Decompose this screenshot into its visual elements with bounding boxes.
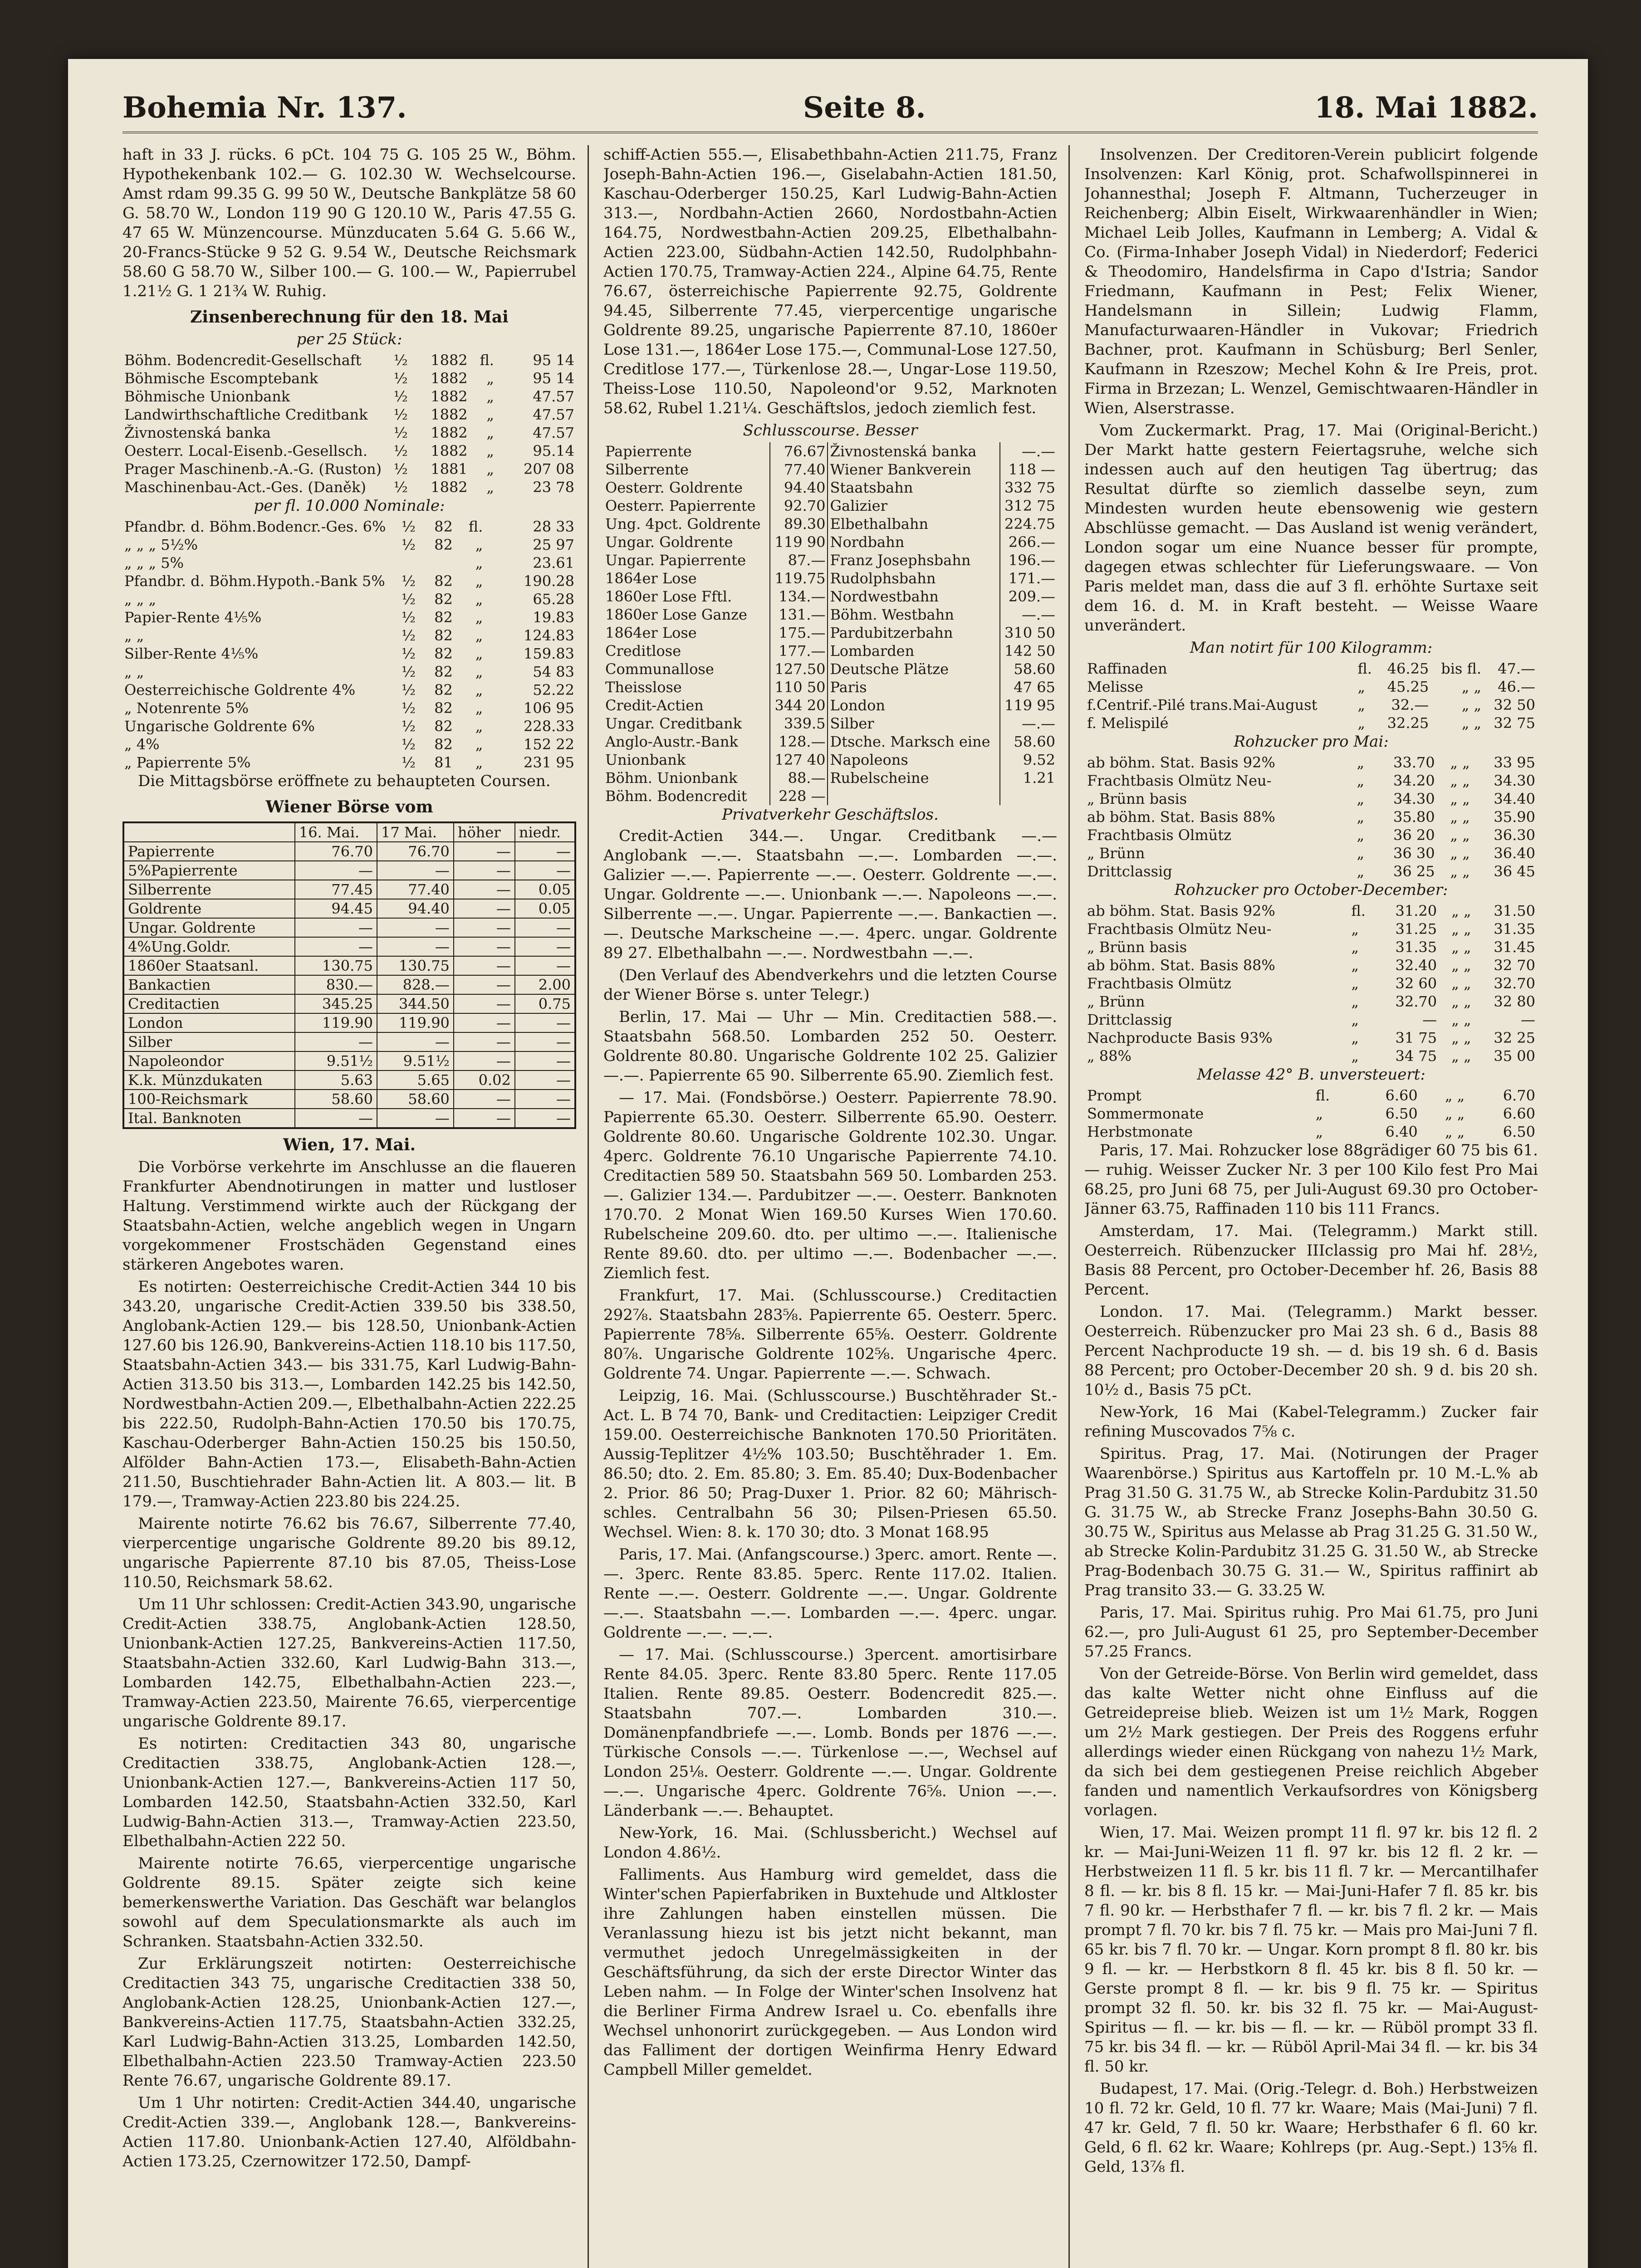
zucker-row: ab böhm. Stat. Basis 88% „ 32.40 „ „ 32 70 bbox=[1087, 957, 1535, 974]
col2-article bbox=[603, 826, 1057, 2080]
zins-row: „ Notenrente 5% ½ 82 „ 106 95 bbox=[124, 699, 574, 717]
zucker-row: Frachtbasis Olmütz „ 36 20 „ „ 36.30 bbox=[1087, 826, 1535, 844]
zins-subtitle: per 25 Stück: bbox=[296, 330, 402, 348]
wb-row: 5%Papierrente — — — — bbox=[123, 861, 575, 880]
zucker-table-d bbox=[1084, 1086, 1538, 1141]
zins-row: Böhmische Unionbank ½ 1882 „ 47.57 bbox=[124, 388, 574, 405]
wb-column-header bbox=[123, 822, 295, 842]
schlusscourse-row: Oesterr. Papierrente 92.70 Galizier 312 75 bbox=[603, 497, 1057, 515]
zins-row: Papier-Rente 4⅕% ½ 82 „ 19.83 bbox=[124, 609, 574, 626]
zucker-row: f.Centrif.-Pilé trans.Mai-August „ 32.— „ „ 32 50 bbox=[1087, 696, 1535, 714]
col3-paragraph: Budapest, 17. Mai. (Orig.-Telegr. d. Boh.) Herbstweizen 10 fl. 72 kr. Geld, 10 fl. 77 kr. Waare; Mais (Mai-Juni) 7 fl. 47 kr. Geld, 7 fl. 50 kr. Waare; Herbsthafer 6 fl. 60 kr. Geld, 6 fl. 62 kr. Waare; Kohlreps (pr. Aug.-Sept.) 13⅝ fl. Geld, 13⅞ fl. bbox=[1084, 2080, 1538, 2176]
schlusscourse-row: Silberrente 77.40 Wiener Bankverein 118 — bbox=[603, 460, 1057, 479]
schlusscourse-row: Böhm. Unionbank 88.— Rubelscheine 1.21 bbox=[603, 769, 1057, 787]
wiener-boerse-title: Wiener Börse vom bbox=[265, 797, 433, 816]
zucker-row: Drittclassig „ 36 25 „ „ 36 45 bbox=[1087, 863, 1535, 880]
schlusscourse-row: Ung. 4pct. Goldrente 89.30 Elbethalbahn 224.75 bbox=[603, 515, 1057, 533]
zins-subtitle: per fl. 10.000 Nominale: bbox=[254, 497, 445, 515]
zucker-row: ab böhm. Stat. Basis 92% „ 33.70 „ „ 33 95 bbox=[1087, 754, 1535, 771]
col2-paragraph: — 17. Mai. (Fondsbörse.) Oesterr. Papierrente 78.90. Papierrente 65.30. Oesterr. Silberrente 65.90. Oesterr. Goldrente 80.60. Ungarische Goldrente 102.30. Ungar. 4perc. Goldrente 76.10 Ungarische Papierrente 74.10. Creditactien 589 50. Staatsbahn 569 50. Lombarden 253.—. Galizier 134.—. Pardubitzer —.—. Oesterr. Banknoten 170.70. 2 Monat Wien 169.50 Kurses Wien 170.60. Rubelscheine 209.60. dto. per ultimo —.—. Italienische Rente 89.60. dto. per ultimo —.—. Bodenbacher —.—. Ziemlich fest. bbox=[603, 1089, 1057, 1282]
schlusscourse-row: Papierrente 76.67 Živnostenská banka —.— bbox=[603, 442, 1057, 460]
zins-row: Oesterreichische Goldrente 4% ½ 82 „ 52.22 bbox=[124, 681, 574, 699]
column-2 bbox=[603, 145, 1057, 2268]
page-header bbox=[122, 82, 1538, 133]
privatverkehr-title: Privatverkehr Geschäftslos. bbox=[722, 806, 939, 824]
wb-row: Creditactien 345.25 344.50 — 0.75 bbox=[123, 994, 575, 1013]
wb-row: Napoleondor 9.51½ 9.51½ — — bbox=[123, 1051, 575, 1070]
col2-paragraph: Frankfurt, 17. Mai. (Schlusscourse.) Creditactien 292⅞. Staatsbahn 283⅝. Papierrente 65. Oesterr. 5perc. Papierrente 78⅝. Silberrente 65⅝. Oesterr. Goldrente 80⅞. Ungarische Goldrente 102⅝. Ungarische 4perc. Goldrente 74. Ungar. Papierrente —.—. Schwach. bbox=[603, 1286, 1057, 1383]
col2-paragraph: Credit-Actien 344.—. Ungar. Creditbank —.— Anglobank —.—. Staatsbahn —.—. Lombarden —.—. Galizier —.—. Papierrente —.—. Oesterr. Goldrente —.—. Ungar. Goldrente —.—. Unionbank —.—. Napoleons —.—. Silberrente —.—. Ungar. Papierrente —.—. Bankactien —.—. Deutsche Markscheine —.—. 4perc. ungar. Goldrente 89 27. Elbethalbahn —.—. Nordwestbahn —.—. bbox=[603, 827, 1057, 962]
wb-row: 100-Reichsmark 58.60 58.60 — — bbox=[123, 1090, 575, 1109]
wb-row: 1860er Staatsanl. 130.75 130.75 — — bbox=[123, 956, 575, 975]
schlusscourse-row: Anglo-Austr.-Bank 128.— Dtsche. Marksch eine 58.60 bbox=[603, 733, 1057, 751]
zucker-table-c bbox=[1084, 902, 1538, 1065]
schlusscourse-row: 1864er Lose 175.— Pardubitzerbahn 310 50 bbox=[603, 624, 1057, 642]
header-masthead: Bohemia Nr. 137. bbox=[122, 91, 407, 125]
zins-row: „ Papierrente 5% ½ 81 „ 231 95 bbox=[124, 754, 574, 771]
wb-row: Bankactien 830.— 828.— — 2.00 bbox=[123, 975, 575, 994]
zucker-row: Melisse „ 45.25 „ „ 46.— bbox=[1087, 678, 1535, 695]
zucker-row: Frachtbasis Olmütz Neu- „ 31.25 „ „ 31.35 bbox=[1087, 920, 1535, 938]
zucker-row: ab böhm. Stat. Basis 92% fl. 31.20 „ „ 31.50 bbox=[1087, 902, 1535, 919]
header-date: 18. Mai 1882. bbox=[1314, 91, 1538, 125]
zins-row: „ „ „ ½ 82 „ 65.28 bbox=[124, 591, 574, 608]
zucker-row: „ Brünn basis „ 31.35 „ „ 31.45 bbox=[1087, 938, 1535, 956]
col3-paragraph: Vom Zuckermarkt. Prag, 17. Mai (Original-Bericht.) Der Markt hatte gestern Feiertagsruhe, welche sich indessen auch auf den heutigen Tag übertrug; das Resultat dürfte so ziemlich dasselbe seyn, zum Mindesten wurden heute ebensowenig wie gestern Abschlüsse gemacht. — Das Ausland ist wenig verändert, London sogar um eine Nuance besser für prompte, dagegen etwas schlechter für Lieferungswaare. — Von Paris meldet man, dass die auf 3 fl. erhöhte Surtaxe seit dem 16. d. M. in Kraft besteht. — Weisse Waare unverändert. bbox=[1084, 421, 1538, 635]
col1-paragraph: Mairente notirte 76.62 bis 76.67, Silberrente 77.40, vierpercentige ungarische Goldrente 89.20 bis 89.12, ungarische Papierrente 87.10 bis 87.05, Theiss-Lose 110.50, Reichsmark 58.62. bbox=[122, 1515, 576, 1591]
zucker-subtitle: Rohzucker pro Mai: bbox=[1234, 733, 1389, 751]
schlusscourse-row: 1860er Lose Fftl. 134.— Nordwestbahn 209.— bbox=[603, 587, 1057, 606]
schlusscourse-row: Communallose 127.50 Deutsche Plätze 58.60 bbox=[603, 660, 1057, 678]
col3-paragraph: Amsterdam, 17. Mai. (Telegramm.) Markt still. Oesterreich. Rübenzucker IIIclassig pro Mai hf. 28½, Basis 88 Percent, pro October-December hf. 26, Basis 88 Percent. bbox=[1084, 1222, 1538, 1299]
col2-paragraph: (Den Verlauf des Abendverkehrs und die letzten Course der Wiener Börse s. unter Telegr.) bbox=[603, 966, 1057, 1004]
wien-heading: Wien, 17. Mai. bbox=[283, 1135, 416, 1154]
wb-column-header: niedr. bbox=[515, 822, 575, 842]
zucker-row: Herbstmonate „ 6.40 „ „ 6.50 bbox=[1087, 1123, 1535, 1140]
col2-paragraph: Paris, 17. Mai. (Anfangscourse.) 3perc. amort. Rente —.—. 3perc. Rente 83.85. 5perc. Rente 117.02. Italien. Rente —.—. Oesterr. Goldrente —.—. Ungar. Goldrente —.—. Staatsbahn —.—. Lombarden —.—. 4perc. ungar. Goldrente —.—. —.—. bbox=[603, 1545, 1057, 1642]
zins-row: Silber-Rente 4⅕% ½ 82 „ 159.83 bbox=[124, 645, 574, 662]
zins-row: Pfandbr. d. Böhm.Hypoth.-Bank 5% ½ 82 „ 190.28 bbox=[124, 572, 574, 590]
zucker-row: Nachproducte Basis 93% „ 31 75 „ „ 32 25 bbox=[1087, 1029, 1535, 1046]
zucker-subtitle: Melasse 42° B. unversteuert: bbox=[1197, 1066, 1425, 1084]
col3-paragraph: Insolvenzen. Der Creditoren-Verein publicirt folgende Insolvenzen: Karl König, prot. Schafwollspinnerei in Johannesthal; Joseph F. Altmann, Tucherzeuger in Reichenberg; Albin Eiselt, Wirkwaarenhändler in Wien; Michael Leib Jolles, Kaufmann in Lemberg; A. Vidal & Co. (Firma-Inhaber Joseph Vidal) in Niederdorf; Federici & Theodomiro, Handelsfirma in Capo d'Istria; Sandor Friedmann, Kaufmann in Pest; Felix Wiener, Handelsmann in Sillein; Ludwig Flamm, Manufacturwaaren-Händler in Vukovar; Friedrich Bachner, prot. Kaufmann in Schüsburg; Berl Senler, Kaufmann in Rzeszow; Mechel Kohn & Ire Preis, prot. Firma in Brzezan; L. Wenzel, Gemischtwaaren-Händler in Wien, Alserstrasse. bbox=[1084, 146, 1538, 417]
column-1 bbox=[122, 145, 576, 2268]
col1-intro: haft in 33 J. rücks. 6 pCt. 104 75 G. 105 25 W., Böhm. Hypothekenbank 102.— G. 102.30 W. Wechselcourse. Amst rdam 99.35 G. 99 50 W., Deutsche Bankplätze 58 60 G. 58.70 W., London 119 90 G 120.10 W., Paris 47.55 G. 47 65 W. Münzencourse. Münzducaten 5.64 G. 5.66 W., 20-Francs-Stücke 9 52 G. 9.54 W., Deutsche Reichsmark 58.60 G 58.70 W., Silber 100.— G. 100.— W., Papierrubel 1.21½ G. 1 21¾ W. Ruhig. bbox=[122, 146, 576, 300]
schlusscourse-row: Ungar. Creditbank 339.5 Silber —.— bbox=[603, 714, 1057, 733]
wb-column-header: höher bbox=[454, 822, 515, 842]
zins-row: Ungarische Goldrente 6% ½ 82 „ 228.33 bbox=[124, 718, 574, 735]
col1-paragraph: Mairente notirte 76.65, vierpercentige ungarische Goldrente 89.15. Später zeigte sich keine bemerkenswerthe Variation. Das Geschäft war belanglos sowohl auf dem Speculationsmarkte als auch im Schranken. Staatsbahn-Actien 332.50. bbox=[122, 1854, 576, 1950]
schlusscourse-row: Böhm. Bodencredit 228 — bbox=[603, 787, 1057, 805]
wb-column-header: 16. Mai. bbox=[295, 822, 377, 842]
col1-article bbox=[122, 1158, 576, 2171]
schlusscourse-row: 1860er Lose Ganze 131.— Böhm. Westbahn —.— bbox=[603, 606, 1057, 624]
wb-column-header: 17 Mai. bbox=[377, 822, 454, 842]
col1-paragraph: Es notirten: Oesterreichische Credit-Actien 344 10 bis 343.20, ungarische Credit-Actien 339.50 bis 338.50, Anglobank-Actien 129.— bis 128.50, Unionbank-Actien 127.60 bis 126.90, Bankvereins-Actien 118.10 bis 117.50, Staatsbahn-Actien 343.— bis 331.75, Karl Ludwig-Bahn-Actien 313.50 bis 313.—, Lombarden 142.25 bis 142.50, Nordwestbahn-Actien 209.—, Elbethalbahn-Actien 222.25 bis 222.50, Rudolph-Bahn-Actien 170.50 bis 170.75, Kaschau-Oderberger Bahn-Actien 150.25 bis 150.50, Alfölder Bahn-Actien 173.—, Elisabeth-Bahn-Actien 211.50, Buschtiehrader Bahn-Actien lit. A 803.— lit. B 179.—, Tramway-Actien 223.80 bis 224.25. bbox=[122, 1278, 576, 1510]
col3-paragraph: Von der Getreide-Börse. Von Berlin wird gemeldet, dass das kalte Wetter nicht ohne Einfluss auf die Getreidepreise blieb. Weizen ist um 1½ Mark, Roggen um 2½ Mark gestiegen. Der Preis des Roggens erfuhr allerdings wieder einen Rückgang von nahezu 1½ Mark, da sich bei dem gestiegenen Preise reichlich Abgeber fanden und namentlich Verkaufsordres von Königsberg vorlagen. bbox=[1084, 1665, 1538, 1819]
zucker-row: „ Brünn „ 36 30 „ „ 36.40 bbox=[1087, 845, 1535, 862]
col2-paragraph: Berlin, 17. Mai — Uhr — Min. Creditactien 588.—. Staatsbahn 568.50. Lombarden 252 50. Oesterr. Goldrente 80.80. Ungarische Goldrente 102 25. Galizier —.—. Papierrente 65 90. Silberrente 65.90. Ziemlich fest. bbox=[603, 1008, 1057, 1085]
col2-paragraph: New-York, 16. Mai. (Schlussbericht.) Wechsel auf London 4.86½. bbox=[603, 1824, 1057, 1862]
col2-intro: schiff-Actien 555.—, Elisabethbahn-Actien 211.75, Franz Joseph-Bahn-Actien 196.—, Giselabahn-Actien 181.50, Kaschau-Oderberger 150.25, Karl Ludwig-Bahn-Actien 313.—, Nordbahn-Actien 2660, Nordostbahn-Actien 164.75, Nordwestbahn-Actien 209.25, Elbethalbahn-Actien 223.00, Südbahn-Actien 142.50, Rudolphbahn-Actien 170.75, Tramway-Actien 224., Alpine 64.75, Rente 76.67, österreichische Papierrente 92.75, Goldrente 94.45, Silberrente 77.45, vierpercentige ungarische Goldrente 89.25, ungarische Papierrente 87.10, 1860er Lose 131.—, 1864er Lose 175.—, Communal-Lose 127.50, Creditlose 177.—, Türkenlose 28.—, Ungar-Lose 119.50, Theiss-Lose 110.50, Napoleond'or 9.52, Marknoten 58.62, Rubel 1.21¼. Geschäftslos, jedoch ziemlich fest. bbox=[603, 146, 1057, 417]
col2-paragraph: Leipzig, 16. Mai. (Schlusscourse.) Buschtěhrader St.-Act. L. B 74 70, Bank- und Creditactien: Leipziger Credit 159.00. Oesterreichische Banknoten 170.50 Prioritäten. Aussig-Teplitzer 4½% 103.50; Buschtěhrader 1. Em. 86.50; dto. 2. Em. 85.80; 3. Em. 85.40; Dux-Bodenbacher 2. Prior. 86 50; Prag-Duxer 1. Prior. 82 60; Mährisch-schles. Centralbahn 56 30; Pilsen-Priesen 65.50. Wechsel. Wien: 8. k. 170 30; dto. 3 Monat 168.95 bbox=[603, 1387, 1057, 1541]
wb-row: Ital. Banknoten — — — — bbox=[123, 1109, 575, 1128]
zins-row: Landwirthschaftliche Creditbank ½ 1882 „ 47.57 bbox=[124, 406, 574, 423]
zins-title: Zinsenberechnung für den 18. Mai bbox=[190, 308, 509, 327]
wiener-boerse-table bbox=[122, 821, 576, 1129]
schlusscourse-row: Theisslose 110 50 Paris 47 65 bbox=[603, 678, 1057, 696]
schlusscourse-title: Schlusscourse. Besser bbox=[743, 421, 918, 440]
schlusscourse-row: 1864er Lose 119.75 Rudolphsbahn 171.— bbox=[603, 569, 1057, 587]
zins-row: Böhm. Bodencredit-Gesellschaft ½ 1882 fl. 95 14 bbox=[124, 352, 574, 369]
wb-row: Ungar. Goldrente — — — — bbox=[123, 918, 575, 937]
zins-row: „ „ ½ 82 „ 54 83 bbox=[124, 663, 574, 680]
col3-article-a bbox=[1084, 145, 1538, 635]
wb-row: Silberrente 77.45 77.40 — 0.05 bbox=[123, 880, 575, 899]
zucker-row: f. Melispilé „ 32.25 „ „ 32 75 bbox=[1087, 714, 1535, 732]
schlusscourse-row: Unionbank 127 40 Napoleons 9.52 bbox=[603, 751, 1057, 769]
col1-paragraph: Zur Erklärungszeit notirten: Oesterreichische Creditactien 343 75, ungarische Creditactien 338 50, Anglobank-Actien 128.25, Unionbank-Actien 127.—, Bankvereins-Actien 117.75, Staatsbahn-Actien 332.25, Karl Ludwig-Bahn-Actien 313.25, Lombarden 142.50, Elbethalbahn-Actien 223.50 Tramway-Actien 223.50 Rente 76.67, ungarische Goldrente 89.17. bbox=[122, 1955, 576, 2090]
wb-row: London 119.90 119.90 — — bbox=[123, 1013, 575, 1032]
wb-row: 4%Ung.Goldr. — — — — bbox=[123, 937, 575, 956]
zins-row: „ „ „ 5% „ 23.61 bbox=[124, 554, 574, 572]
zins-note: Die Mittagsbörse eröffnete zu behaupteten Coursen. bbox=[138, 772, 551, 790]
zins-row: „ „ „ 5½% ½ 82 „ 25 97 bbox=[124, 536, 574, 553]
col1-paragraph: Die Vorbörse verkehrte im Anschlusse an die flaueren Frankfurter Abendnotirungen in matter und lustloser Haltung. Verstimmend wirkte auch der Rückgang der Staatsbahn-Actien, welche angeblich wegen in Ungarn vorgekommener Frostschäden Gegenstand eines stärkeren Angebotes waren. bbox=[122, 1158, 576, 1274]
col1-paragraph: Um 1 Uhr notirten: Credit-Actien 344.40, ungarische Credit-Actien 339.—, Anglobank 128.—, Bankvereins-Actien 117.80. Unionbank-Actien 127.40, Alföldbahn-Actien 173.25, Czernowitzer 172.50, Dampf- bbox=[122, 2094, 576, 2170]
col2-paragraph: — 17. Mai. (Schlusscourse.) 3percent. amortisirbare Rente 84.05. 3perc. Rente 83.80 5perc. Rente 117.05 Italien. Rente 89.85. Oesterr. Bodencredit 825.—. Staatsbahn 707.—. Lombarden 310.—. Domänenpfandbriefe —.—. Lomb. Bonds per 1876 —.—. Türkische Consols —.—. Türkenlose —.—, Wechsel auf London 25⅛. Oesterr. Goldrente —.—. Ungar. Goldrente —.—. Ungarische 4perc. Goldrente 76⅝. Union —.—. Länderbank —.—. Behauptet. bbox=[603, 1646, 1057, 1820]
newspaper-page bbox=[68, 59, 1588, 2268]
wb-row: Silber — — — — bbox=[123, 1032, 575, 1051]
col3-paragraph: Paris, 17. Mai. Spiritus ruhig. Pro Mai 61.75, pro Juni 62.—, pro Juli-August 61 25, pro September-December 57.25 Francs. bbox=[1084, 1603, 1538, 1661]
zins-row: „ 4% ½ 82 „ 152 22 bbox=[124, 736, 574, 753]
col3-paragraph: New-York, 16 Mai (Kabel-Telegramm.) Zucker fair refining Muscovados 7⅝ c. bbox=[1084, 1403, 1538, 1441]
col1-paragraph: Um 11 Uhr schlossen: Credit-Actien 343.90, ungarische Credit-Actien 338.75, Anglobank-Actien 128.50, Unionbank-Actien 127.25, Bankvereins-Actien 117.50, Staatsbahn-Actien 332.60, Karl Ludwig-Bahn 313.—, Lombarden 142.75, Elbethalbahn-Actien 223.—, Tramway-Actien 223.50, Mairente 76.65, vierpercentige ungarische Goldrente 89.17. bbox=[122, 1595, 576, 1730]
schlusscourse-table bbox=[603, 442, 1057, 805]
schlusscourse-row: Ungar. Goldrente 119 90 Nordbahn 266.— bbox=[603, 533, 1057, 551]
zins-row: Pfandbr. d. Böhm.Bodencr.-Ges. 6% ½ 82 fl. 28 33 bbox=[124, 518, 574, 535]
zucker-row: „ Brünn „ 32.70 „ „ 32 80 bbox=[1087, 993, 1535, 1010]
wb-row: K.k. Münzdukaten 5.63 5.65 0.02 — bbox=[123, 1070, 575, 1090]
zins-row: „ „ ½ 82 „ 124.83 bbox=[124, 627, 574, 644]
zucker-row: „ 88% „ 34 75 „ „ 35 00 bbox=[1087, 1047, 1535, 1065]
zucker-row: Frachtbasis Olmütz „ 32 60 „ „ 32.70 bbox=[1087, 975, 1535, 992]
zucker-row: ab böhm. Stat. Basis 88% „ 35.80 „ „ 35.90 bbox=[1087, 808, 1535, 826]
zins-table-b bbox=[122, 518, 576, 772]
zucker-row: Raffinaden fl. 46.25 bis fl. 47.— bbox=[1087, 660, 1535, 677]
zins-row: Böhmische Escomptebank ½ 1882 „ 95 14 bbox=[124, 370, 574, 387]
column-rule bbox=[588, 145, 589, 2268]
zucker-row: Sommermonate „ 6.50 „ „ 6.60 bbox=[1087, 1105, 1535, 1122]
col1-paragraph: Es notirten: Creditactien 343 80, ungarische Creditactien 338.75, Anglobank-Actien 128.—, Unionbank-Actien 127.—, Bankvereins-Actien 117 50, Lombarden 142.50, Staatsbahn-Actien 332.50, Karl Ludwig-Bahn-Actien 313.—, Tramway-Actien 223.50, Elbethalbahn-Actien 222 50. bbox=[122, 1735, 576, 1850]
schlusscourse-row: Oesterr. Goldrente 94.40 Staatsbahn 332 75 bbox=[603, 479, 1057, 497]
col3-paragraph: Wien, 17. Mai. Weizen prompt 11 fl. 97 kr. bis 12 fl. 2 kr. — Mai-Juni-Weizen 11 fl. 97 kr. bis 12 fl. 2 kr. — Herbstweizen 11 fl. 5 kr. bis 11 fl. 7 kr. — Mercantilhafer 8 fl. — kr. bis 8 fl. 15 kr. — Mai-Juni-Hafer 7 fl. 85 kr. bis 7 fl. 90 kr. — Herbsthafer 7 fl. — kr. bis 7 fl. 2 kr. — Mais prompt 7 fl. 70 kr. bis 7 fl. 75 kr. — Mais pro Mai-Juni 7 fl. 65 kr. bis 7 fl. 70 kr. — Ungar. Korn prompt 8 fl. 80 kr. bis 9 fl. — kr. — Herbstkorn 8 fl. 45 kr. bis 8 fl. 50 kr. — Gerste prompt 8 fl. — kr. bis 9 fl. 75 kr. — Spiritus prompt 32 fl. 50. kr. bis 32 fl. 75 kr. — Mai-August-Spiritus — fl. — kr. bis — fl. — kr. — Rüböl prompt 33 fl. 75 kr. bis 34 fl. — kr. — Rüböl April-Mai 34 fl. — kr. bis 34 fl. 50 kr. bbox=[1084, 1823, 1538, 2076]
zins-row: Živnostenská banka ½ 1882 „ 47.57 bbox=[124, 424, 574, 441]
header-page-number: Seite 8. bbox=[803, 91, 926, 125]
zucker-row: Frachtbasis Olmütz Neu- „ 34.20 „ „ 34.30 bbox=[1087, 772, 1535, 789]
zucker-subtitle: Man notirt für 100 Kilogramm: bbox=[1190, 639, 1433, 657]
zins-row: Oesterr. Local-Eisenb.-Gesellsch. ½ 1882 „ 95.14 bbox=[124, 442, 574, 459]
schlusscourse-row: Creditlose 177.— Lombarden 142 50 bbox=[603, 642, 1057, 660]
col3-paragraph: London. 17. Mai. (Telegramm.) Markt besser. Oesterreich. Rübenzucker pro Mai 23 sh. 6 d., Basis 88 Percent Nachproducte 19 sh. — d. bis 19 sh. 6 d. Basis 88 Percent; pro October-December 20 sh. 9 d. bis 20 sh. 10½ d., Basis 75 pCt. bbox=[1084, 1303, 1538, 1399]
col2-paragraph: Falliments. Aus Hamburg wird gemeldet, dass die Winter'schen Papierfabriken in Buxtehude und Altkloster ihre Zahlungen haben einstellen müssen. Die Veranlassung hiezu ist bis jetzt nicht bekannt, man vermuthet jedoch Unregelmässigkeiten in der Geschäftsführung, da sich der erste Director Winter das Leben nahm. — In Folge der Winter'schen Insolvenz hat die Berliner Firma Andrew Israel u. Co. ebenfalls ihre Wechsel unhonorirt zurückgegeben. — Aus London wird das Falliment der dortigen Weinfirma Henry Edward Campbell Miller gemeldet. bbox=[603, 1866, 1057, 2079]
zucker-table-a bbox=[1084, 660, 1538, 732]
wb-row: Papierrente 76.70 76.70 — — bbox=[123, 842, 575, 861]
wb-row: Goldrente 94.45 94.40 — 0.05 bbox=[123, 899, 575, 918]
column-3 bbox=[1084, 145, 1538, 2268]
zins-row: Prager Maschinenb.-A.-G. (Ruston) ½ 1881 „ 207 08 bbox=[124, 460, 574, 478]
column-rule bbox=[1068, 145, 1070, 2268]
zucker-row: Prompt fl. 6.60 „ „ 6.70 bbox=[1087, 1087, 1535, 1104]
col3-paragraph: Spiritus. Prag, 17. Mai. (Notirungen der Prager Waarenbörse.) Spiritus aus Kartoffeln pr. 10 M.-L.% ab Prag 31.50 G. 31.75 W., ab Strecke Kolin-Pardubitz 31.50 G. 31.75 W., ab Strecke Franz Josephs-Bahn 30.50 G. 30.75 W., Spiritus aus Melasse ab Prag 31.25 G. 31.50 W., ab Strecke Kolin-Pardubitz 31.25 G. 31.50 W., ab Strecke Prag-Bodenbach 30.75 G. 31.— W., Spiritus raffinirt ab Prag transito 33.— G. 33.25 W. bbox=[1084, 1445, 1538, 1599]
col3-article-b bbox=[1084, 1141, 1538, 2177]
zins-row: Maschinenbau-Act.-Ges. (Daněk) ½ 1882 „ 23 78 bbox=[124, 479, 574, 496]
zucker-table-b bbox=[1084, 753, 1538, 880]
zins-table-a bbox=[122, 351, 576, 496]
schlusscourse-row: Credit-Actien 344 20 London 119 95 bbox=[603, 696, 1057, 714]
zucker-subtitle: Rohzucker pro October-December: bbox=[1174, 881, 1448, 899]
schlusscourse-row: Ungar. Papierrente 87.— Franz Josephsbahn 196.— bbox=[603, 551, 1057, 569]
zucker-row: Drittclassig „ — „ „ — bbox=[1087, 1011, 1535, 1028]
zucker-row: „ Brünn basis „ 34.30 „ „ 34.40 bbox=[1087, 790, 1535, 807]
col3-paragraph: Paris, 17. Mai. Rohzucker lose 88grädiger 60 75 bis 61.— ruhig. Weisser Zucker Nr. 3 per 100 Kilo fest Pro Mai 68.25, pro Juni 68 75, per Juli-August 69.30 pro October-Jänner 63.75, Raffinaden 110 bis 111 Francs. bbox=[1084, 1141, 1538, 1218]
